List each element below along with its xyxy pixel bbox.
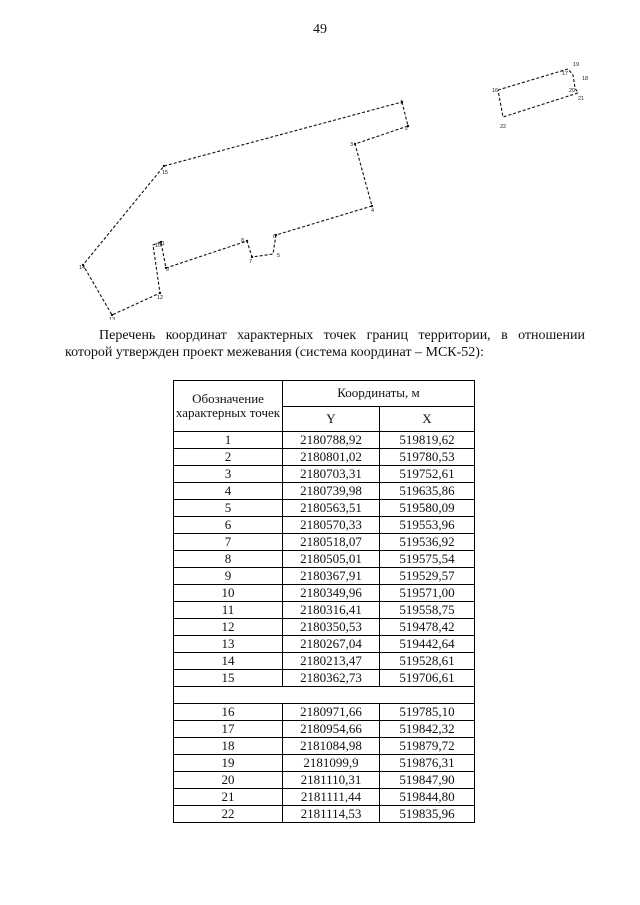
x-coordinate-cell: 519442,64 — [380, 636, 475, 653]
table-row — [174, 619, 475, 636]
plan-label-15: 15 — [162, 170, 169, 176]
x-coordinate-cell: 519478,42 — [380, 619, 475, 636]
point-number-cell: 12 — [174, 619, 283, 636]
y-coordinate-cell: 2180518,07 — [283, 534, 380, 551]
y-coordinate-cell: 2181084,98 — [283, 738, 380, 755]
x-coordinate-cell: 519819,62 — [380, 432, 475, 449]
plan-label-2: 2 — [405, 126, 409, 132]
plan-label-8: 8 — [241, 238, 245, 244]
point-number-cell: 7 — [174, 534, 283, 551]
x-coordinate-cell: 519752,61 — [380, 466, 475, 483]
table-row — [174, 738, 475, 755]
y-coordinate-cell: 2180788,92 — [283, 432, 380, 449]
y-coordinate-cell: 2180267,04 — [283, 636, 380, 653]
x-coordinate-cell: 519847,90 — [380, 772, 475, 789]
plan-label-20: 20 — [569, 88, 576, 94]
x-coordinate-cell: 519536,92 — [380, 534, 475, 551]
table-row — [174, 432, 475, 449]
plan-label-6: 6 — [273, 234, 277, 240]
table-row — [174, 789, 475, 806]
plan-label-19: 19 — [573, 62, 580, 68]
point-number-cell: 3 — [174, 466, 283, 483]
table-row — [174, 585, 475, 602]
y-coordinate-cell: 2180350,53 — [283, 619, 380, 636]
y-coordinate-cell: 2180971,66 — [283, 704, 380, 721]
table-row — [174, 602, 475, 619]
table-row — [174, 755, 475, 772]
y-coordinate-cell: 2180349,96 — [283, 585, 380, 602]
table-caption: Перечень координат характерных точек границ территории, в отношении которой утвержден проект межевания (система координат – МСК-52): — [65, 328, 585, 360]
plan-label-5: 5 — [277, 253, 281, 259]
boundary-plan — [0, 0, 640, 320]
plan-label-18: 18 — [582, 76, 589, 82]
table-group-separator — [174, 687, 475, 704]
y-coordinate-cell: 2180703,31 — [283, 466, 380, 483]
point-number-cell: 13 — [174, 636, 283, 653]
x-coordinate-cell: 519879,72 — [380, 738, 475, 755]
table-row — [174, 466, 475, 483]
point-number-cell: 14 — [174, 653, 283, 670]
plan-label-12: 12 — [157, 295, 164, 301]
table-row — [174, 517, 475, 534]
point-number-cell: 1 — [174, 432, 283, 449]
x-coordinate-cell: 519706,61 — [380, 670, 475, 687]
point-number-cell: 17 — [174, 721, 283, 738]
table-row — [174, 483, 475, 500]
x-coordinate-cell: 519553,96 — [380, 517, 475, 534]
y-coordinate-cell: 2181111,44 — [283, 789, 380, 806]
y-coordinate-cell: 2180316,41 — [283, 602, 380, 619]
point-number-cell: 10 — [174, 585, 283, 602]
plan-label-16: 16 — [492, 88, 499, 94]
table-row — [174, 551, 475, 568]
plan-label-9: 9 — [166, 267, 170, 273]
point-number-cell: 6 — [174, 517, 283, 534]
x-coordinate-cell: 519785,10 — [380, 704, 475, 721]
y-coordinate-cell: 2181110,31 — [283, 772, 380, 789]
y-coordinate-cell: 2180213,47 — [283, 653, 380, 670]
y-coordinate-cell: 2180801,02 — [283, 449, 380, 466]
y-coordinate-cell: 2180367,91 — [283, 568, 380, 585]
table-row — [174, 534, 475, 551]
point-number-cell: 5 — [174, 500, 283, 517]
x-coordinate-cell: 519580,09 — [380, 500, 475, 517]
x-coordinate-cell: 519835,96 — [380, 806, 475, 823]
table-row — [174, 772, 475, 789]
table-row — [174, 721, 475, 738]
table-group-2 — [174, 704, 475, 823]
table-row — [174, 653, 475, 670]
plan-label-13: 13 — [109, 317, 116, 320]
x-coordinate-cell: 519558,75 — [380, 602, 475, 619]
point-number-cell: 18 — [174, 738, 283, 755]
x-coordinate-cell: 519529,57 — [380, 568, 475, 585]
y-coordinate-cell: 2180563,51 — [283, 500, 380, 517]
plan-label-17: 17 — [562, 71, 569, 77]
point-number-cell: 21 — [174, 789, 283, 806]
point-number-cell: 20 — [174, 772, 283, 789]
header-y: Y — [283, 406, 380, 432]
blank-row — [174, 687, 475, 704]
table-row — [174, 704, 475, 721]
header-x: X — [380, 406, 475, 432]
plan-label-3: 3 — [350, 142, 354, 148]
page-number: 49 — [313, 22, 327, 37]
x-coordinate-cell: 519528,61 — [380, 653, 475, 670]
x-coordinate-cell: 519780,53 — [380, 449, 475, 466]
table-row — [174, 670, 475, 687]
y-coordinate-cell: 2181099,9 — [283, 755, 380, 772]
point-number-cell: 15 — [174, 670, 283, 687]
x-coordinate-cell: 519876,31 — [380, 755, 475, 772]
x-coordinate-cell: 519844,80 — [380, 789, 475, 806]
plan-label-21: 21 — [578, 96, 585, 102]
y-coordinate-cell: 2181114,53 — [283, 806, 380, 823]
x-coordinate-cell: 519575,54 — [380, 551, 475, 568]
x-coordinate-cell: 519571,00 — [380, 585, 475, 602]
y-coordinate-cell: 2180739,98 — [283, 483, 380, 500]
x-coordinate-cell: 519842,32 — [380, 721, 475, 738]
table-row — [174, 500, 475, 517]
x-coordinate-cell: 519635,86 — [380, 483, 475, 500]
main-boundary — [83, 102, 408, 315]
y-coordinate-cell: 2180505,01 — [283, 551, 380, 568]
header-designation: Обозначение характерных точек — [174, 381, 283, 432]
point-number-cell: 11 — [174, 602, 283, 619]
point-number-cell: 4 — [174, 483, 283, 500]
header-coordinates: Координаты, м — [283, 381, 475, 407]
point-number-cell: 16 — [174, 704, 283, 721]
plan-label-11: 11 — [159, 241, 165, 247]
plan-label-14: 14 — [79, 265, 86, 271]
table-row — [174, 806, 475, 823]
table-row — [174, 568, 475, 585]
point-number-cell: 9 — [174, 568, 283, 585]
plan-label-7: 7 — [249, 259, 253, 265]
plan-label-4: 4 — [371, 208, 375, 214]
point-number-cell: 19 — [174, 755, 283, 772]
point-number-cell: 2 — [174, 449, 283, 466]
table-group-1 — [174, 432, 475, 687]
y-coordinate-cell: 2180570,33 — [283, 517, 380, 534]
table-row — [174, 636, 475, 653]
y-coordinate-cell: 2180954,66 — [283, 721, 380, 738]
coordinates-table — [173, 380, 475, 823]
plan-label-10: 10 — [155, 243, 162, 249]
point-number-cell: 8 — [174, 551, 283, 568]
plan-label-1: 1 — [400, 100, 404, 106]
y-coordinate-cell: 2180362,73 — [283, 670, 380, 687]
plan-label-22: 22 — [500, 124, 507, 130]
table-row — [174, 449, 475, 466]
point-number-cell: 22 — [174, 806, 283, 823]
